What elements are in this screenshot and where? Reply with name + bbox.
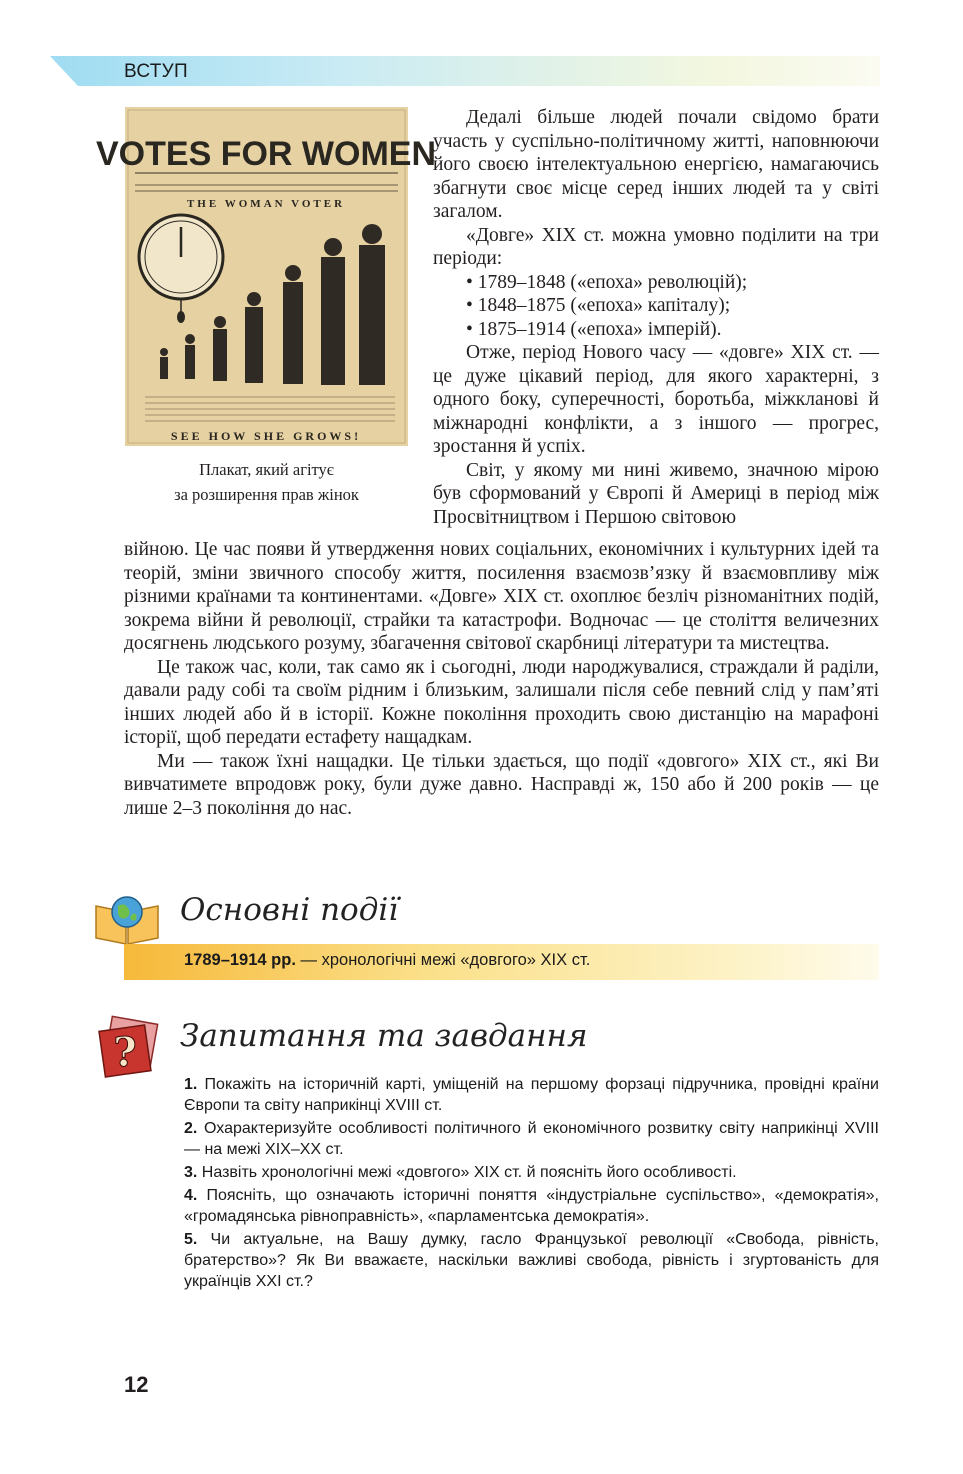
question-item xyxy=(184,1229,879,1292)
paragraph: Це також час, коли, так само як і сьогодні, люди народжувалися, страждали й раділи, давали раду собі та своїм рідним і близьким, залишали після себе певний слід у пам’яті інших людей або й в історії. Кожне покоління проходить свою дистанцію на марафоні історії, щоб передати естафету нащадкам. xyxy=(124,656,879,748)
paragraph: «Довге» XIX ст. можна умовно поділити на три періоди: xyxy=(433,224,879,269)
poster-subtitle: THE WOMAN VOTER xyxy=(186,198,346,210)
questions-list xyxy=(184,1074,879,1294)
poster-illustration xyxy=(96,107,436,446)
question-text: Поясніть, що означають історичні поняття «індустріальне суспільство», «демократія», «громадянська рівноправність», «парламентська демократія». xyxy=(184,1187,879,1225)
poster-slogan: SEE HOW SHE GROWS! xyxy=(170,429,362,443)
question-item xyxy=(184,1118,879,1160)
paragraph: Дедалі більше людей почали свідомо брати участь у суспільно-політичному житті, наповнюючи його своєю інтелектуальною енергією, намагаючись збагнути своє місце серед інших людей та у світі загалом. xyxy=(433,107,879,222)
list-item: • 1875–1914 («епоха» імперій). xyxy=(466,318,722,340)
poster-title: VOTES FOR WOMEN xyxy=(96,135,436,173)
question-text: Охарактеризуйте особливості політичного й економічного розвитку світу наприкінці XVIII — на межі XIX–XX ст. xyxy=(184,1120,879,1158)
poster-caption xyxy=(125,457,408,507)
question-text: Назвіть хронологічні межі «довгого» XIX ст. й поясніть його особливості. xyxy=(197,1164,737,1181)
events-dates: 1789–1914 рр. xyxy=(184,951,296,969)
question-item xyxy=(184,1162,879,1183)
question-item xyxy=(184,1185,879,1227)
section-title: ВСТУП xyxy=(124,61,188,82)
question-number: 2. xyxy=(184,1120,198,1137)
paragraph: Світ, у якому ми нині живемо, значною мірою був сформований у Європі й Америці в період між Просвітництвом і Першою світовою xyxy=(433,459,879,528)
paragraph: війною. Це час появи й утвердження нових соціальних, економічних і культурних ідей та теорій, зміни звичного способу життя, посилення взаємозв’язку й взаємовпливу між різними країнами та континентами. «Довге» XIX ст. охоплює безліч різноманітних подій, зокрема війни й революції, страйки та катастрофи. Водночас — це століття величезних досягнень людського розуму, збагачення світової скарбниці літератури та мистецтва. xyxy=(124,539,879,654)
question-text: Чи актуальне, на Вашу думку, гасло Французької революції «Свобода, рівність, братерство»? Як Ви вважаєте, наскільки важливі свобода, рівність і згуртованість для українців XXI ст.? xyxy=(184,1231,879,1290)
svg-text:?: ? xyxy=(113,1029,137,1076)
paragraph: Ми — також їхні нащадки. Це тільки здається, що події «довгого» XIX ст., які Ви вивчатимете впродовж року, були дуже давно. Насправді ж, 150 або й 200 років — це лише 2–3 покоління до нас. xyxy=(124,750,879,819)
paragraph: Отже, період Нового часу — «довге» XIX ст. — це дуже цікавий період, для якого характерні, з одного боку, суперечності, боротьба, міжкланові й міжнародні конфлікти, а з іншого — прогрес, зростання й успіх. xyxy=(433,342,879,457)
question-number: 1. xyxy=(184,1076,198,1093)
events-description: — хронологічні межі «довгого» XIX ст. xyxy=(295,951,591,969)
poster-image xyxy=(96,107,436,446)
events-section-title: Основні події xyxy=(180,892,399,928)
question-number: 3. xyxy=(184,1164,198,1181)
question-number: 4. xyxy=(184,1187,198,1204)
questions-section-title: Запитання та завдання xyxy=(180,1018,588,1054)
body-text-full-width xyxy=(124,538,879,820)
body-text-right-column xyxy=(433,106,879,529)
page-number: 12 xyxy=(124,1372,149,1397)
caption-line: за розширення прав жінок xyxy=(174,485,359,504)
list-item: • 1848–1875 («епоха» капіталу); xyxy=(466,295,731,316)
caption-line: Плакат, який агітує xyxy=(199,460,334,479)
question-item xyxy=(184,1074,879,1116)
list-item: • 1789–1848 («епоха» революцій); xyxy=(466,271,748,293)
question-text: Покажіть на історичній карті, уміщеній на першому форзаці підручника, провідні країни Європи та світу наприкінці XVIII ст. xyxy=(184,1076,879,1114)
question-mark-icon xyxy=(98,1016,160,1085)
events-line xyxy=(184,951,590,970)
question-number: 5. xyxy=(184,1231,198,1248)
